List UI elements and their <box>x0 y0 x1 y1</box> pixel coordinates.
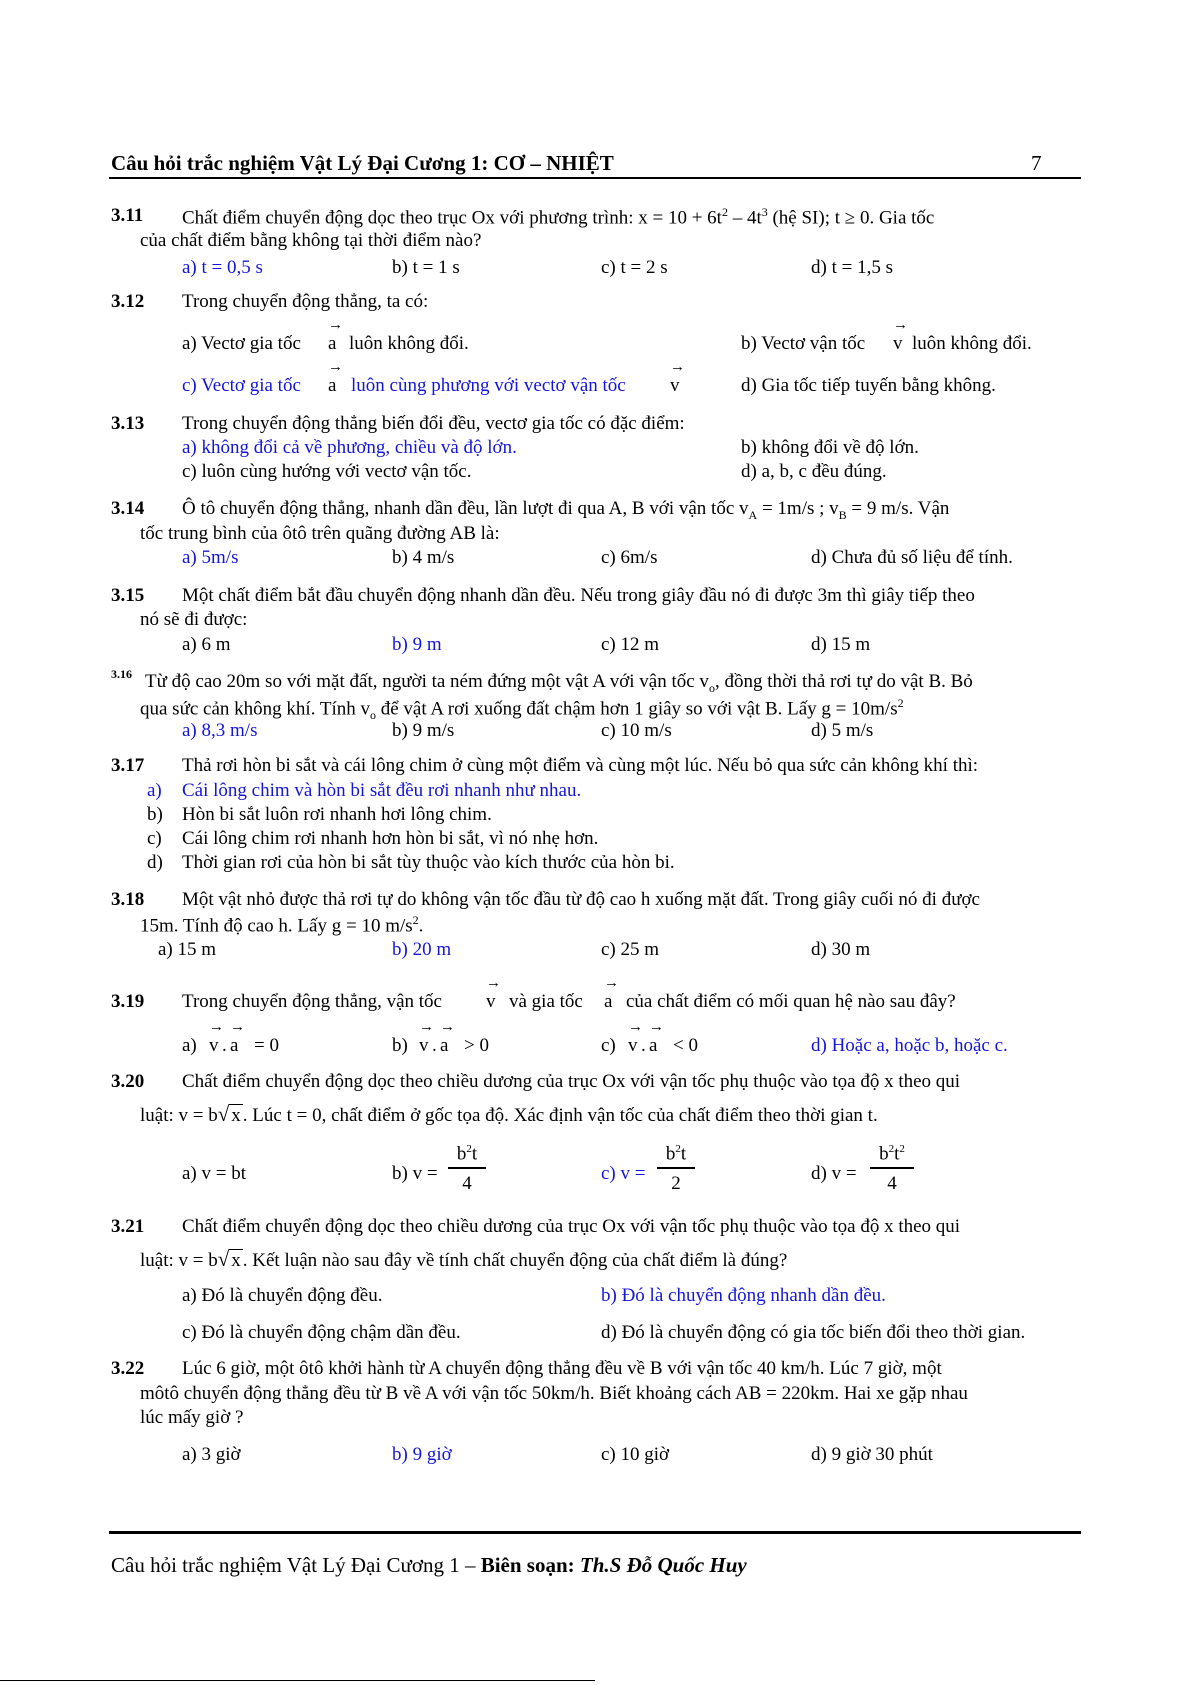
vector-arrow-icon: → <box>893 317 908 333</box>
option-d[interactable]: d) Gia tốc tiếp tuyến bằng không. <box>741 375 996 396</box>
option-a-correct[interactable]: a) 5m/s <box>182 547 239 568</box>
option-b[interactable]: Hòn bi sắt luôn rơi nhanh hơi lông chim. <box>182 804 492 825</box>
option-label: c) <box>147 828 162 849</box>
question-number: 3.13 <box>111 413 145 434</box>
option-b[interactable]: b) 4 m/s <box>392 547 455 568</box>
question-stem-line2: 15m. Tính độ cao h. Lấy g = 10 $m/s^2$. <box>140 913 424 937</box>
vector-arrow-icon: → <box>209 1019 224 1035</box>
option-a-correct[interactable]: a) 8,3 m/s <box>182 720 258 741</box>
fraction: $b^2t$ 2 <box>657 1144 695 1193</box>
option-c[interactable]: c) Đó là chuyển động chậm dần đều. <box>182 1322 461 1343</box>
question-stem-line2: qua sức cản không khí. Tính $v_o$ để vật A rơi xuống đất chậm hơn 1 giây so với vật B. Lấy $g = 10m/s^2$ <box>140 696 904 723</box>
question-stem: Chất điểm chuyển động dọc theo chiều dương của trục Ox với vận tốc phụ thuộc vào tọa độ x theo qui <box>182 1216 961 1237</box>
option-b[interactable]: b) v = <box>392 1163 438 1184</box>
question-stem: Một vật nhỏ được thả rơi tự do không vận tốc đầu từ độ cao h xuống mặt đất. Trong giây cuối nó đi được <box>182 889 980 910</box>
question-stem-line2: nó sẽ đi được: <box>140 609 248 630</box>
question-stem-line3: lúc mấy giờ ? <box>140 1407 244 1428</box>
option-b[interactable]: b) Vectơ vận tốc <box>741 333 866 354</box>
vector-arrow-icon: → <box>328 317 343 333</box>
option-b[interactable]: b) không đổi về độ lớn. <box>741 437 919 458</box>
dot-operator: . <box>641 1035 646 1056</box>
option-c[interactable]: c) 12 m <box>601 634 660 655</box>
vector-symbol: v <box>419 1035 429 1056</box>
option-b-correct[interactable]: b) 9 m <box>392 634 442 655</box>
question-stem: Chất điểm chuyển động dọc theo trục Ox với phương trình: $x = 10 + 6t^2 - 4t^3$ (hệ SI); t ≥ 0. Gia tốc <box>182 205 935 229</box>
vector-symbol: v <box>486 991 496 1012</box>
question-number: 3.18 <box>111 889 145 910</box>
vector-arrow-icon: → <box>604 975 619 991</box>
option-c[interactable]: c) <box>601 1035 616 1056</box>
question-stem: Thả rơi hòn bi sắt và cái lông chim ở cùng một điểm và cùng một lúc. Nếu bỏ qua sức cản không khí thì: <box>182 755 979 776</box>
vector-symbol: a <box>328 375 337 396</box>
option-d[interactable]: d) a, b, c đều đúng. <box>741 461 887 482</box>
question-stem-line2: môtô chuyển động thẳng đều từ B về A với vận tốc 50km/h. Biết khoảng cách AB = 220km. Hai xe gặp nhau <box>140 1383 968 1404</box>
question-stem-part: của chất điểm có mối quan hệ nào sau đây? <box>626 991 956 1012</box>
question-number: 3.12 <box>111 291 145 312</box>
question-number: 3.16 <box>111 667 132 681</box>
option-d[interactable]: d) 9 giờ 30 phút <box>811 1444 933 1465</box>
option-c-tail: luôn cùng phương với vectơ vận tốc <box>351 375 626 396</box>
relation: = 0 <box>254 1035 279 1056</box>
option-c[interactable]: c) 10 m/s <box>601 720 672 741</box>
vector-symbol: v <box>209 1035 219 1056</box>
question-stem: Trong chuyển động thẳng, ta có: <box>182 291 429 312</box>
option-c[interactable]: c) 25 m <box>601 939 660 960</box>
option-b-tail: luôn không đổi. <box>912 333 1032 354</box>
header-rule <box>109 177 1081 179</box>
relation: < 0 <box>673 1035 698 1056</box>
question-stem: Lúc 6 giờ, một ôtô khởi hành từ A chuyển động thẳng đều về B với vận tốc 40 km/h. Lúc 7 giờ, một <box>182 1358 942 1379</box>
question-number: 3.17 <box>111 755 145 776</box>
option-b-correct[interactable]: b) 9 giờ <box>392 1444 452 1465</box>
option-c[interactable]: Cái lông chim rơi nhanh hơn hòn bi sắt, vì nó nhẹ hơn. <box>182 828 599 849</box>
question-stem-line2: của chất điểm bằng không tại thời điểm nào? <box>140 230 482 251</box>
option-c[interactable]: c) luôn cùng hướng với vectơ vận tốc. <box>182 461 472 482</box>
question-stem-part: và gia tốc <box>509 991 583 1012</box>
vector-symbol: v <box>670 375 680 396</box>
option-d[interactable]: d) 5 m/s <box>811 720 874 741</box>
option-a[interactable]: a) 15 m <box>158 939 217 960</box>
option-c-correct[interactable]: c) Vectơ gia tốc <box>182 375 301 396</box>
question-number: 3.14 <box>111 498 145 519</box>
option-a[interactable]: a) Đó là chuyển động đều. <box>182 1285 383 1306</box>
option-d[interactable]: d) 30 m <box>811 939 871 960</box>
relation: > 0 <box>464 1035 489 1056</box>
question-number: 3.22 <box>111 1358 145 1379</box>
vector-symbol: v <box>628 1035 638 1056</box>
vector-arrow-icon: → <box>230 1019 245 1035</box>
option-d[interactable]: Thời gian rơi của hòn bi sắt tùy thuộc vào kích thước của hòn bi. <box>182 852 675 873</box>
option-a-tail: luôn không đổi. <box>349 333 469 354</box>
vector-arrow-icon: → <box>649 1019 664 1035</box>
option-b[interactable]: b) <box>392 1035 408 1056</box>
option-c[interactable]: c) 6m/s <box>601 547 658 568</box>
vector-arrow-icon: → <box>328 359 343 375</box>
option-label: d) <box>147 852 163 873</box>
option-b-correct[interactable]: b) 20 m <box>392 939 452 960</box>
dot-operator: . <box>222 1035 227 1056</box>
option-a-correct[interactable]: a) không đổi cả về phương, chiều và độ lớn. <box>182 437 517 458</box>
vector-symbol: v <box>893 333 903 354</box>
option-c-correct[interactable]: c) v = <box>601 1163 646 1184</box>
vector-symbol: a <box>604 991 613 1012</box>
page-number: 7 <box>1031 151 1042 175</box>
option-b-correct[interactable]: b) Đó là chuyển động nhanh dần đều. <box>601 1285 886 1306</box>
vector-symbol: a <box>230 1035 239 1056</box>
question-stem-line2: luật: v = b√ x . Lúc t = 0, chất điểm ở gốc tọa độ. Xác định vận tốc của chất điểm theo thời gian t. <box>140 1102 878 1126</box>
question-stem: Trong chuyển động thẳng, vận tốc <box>182 991 442 1012</box>
option-a[interactable]: a) 3 giờ <box>182 1444 241 1465</box>
option-d[interactable]: d) 15 m <box>811 634 871 655</box>
question-stem: Một chất điểm bắt đầu chuyển động nhanh dần đều. Nếu trong giây đầu nó đi được 3m thì giây tiếp theo <box>182 585 975 606</box>
option-a[interactable]: a) 6 m <box>182 634 231 655</box>
dot-operator: . <box>432 1035 437 1056</box>
vector-symbol: a <box>440 1035 449 1056</box>
question-number: 3.21 <box>111 1216 145 1237</box>
option-d[interactable]: d) t = 1,5 s <box>811 257 893 278</box>
vector-symbol: a <box>328 333 337 354</box>
page-edge-line <box>0 1680 595 1681</box>
fraction: $b^2t$ 4 <box>448 1144 486 1193</box>
vector-arrow-icon: → <box>440 1019 455 1035</box>
fraction: $b^2t^2$ 4 <box>870 1144 914 1193</box>
option-b[interactable]: b) t = 1 s <box>392 257 460 278</box>
question-number: 3.20 <box>111 1071 145 1092</box>
option-d-correct[interactable]: d) Hoặc a, hoặc b, hoặc c. <box>811 1035 1008 1056</box>
option-a-correct[interactable]: Cái lông chim và hòn bi sắt đều rơi nhanh như nhau. <box>182 780 582 801</box>
question-number: 3.19 <box>111 991 145 1012</box>
option-label: b) <box>147 804 163 825</box>
option-a[interactable]: a) Vectơ gia tốc <box>182 333 301 354</box>
question-number: 3.15 <box>111 585 145 606</box>
vector-arrow-icon: → <box>628 1019 643 1035</box>
question-stem: Chất điểm chuyển động dọc theo chiều dương của trục Ox với vận tốc phụ thuộc vào tọa độ x theo qui <box>182 1071 961 1092</box>
option-b[interactable]: b) 9 m/s <box>392 720 455 741</box>
question-stem-line2: tốc trung bình của ôtô trên quãng đường AB là: <box>140 523 500 544</box>
option-a[interactable]: a) v = bt <box>182 1163 247 1184</box>
option-a-correct[interactable]: a) t = 0,5 s <box>182 257 263 278</box>
option-d[interactable]: d) Đó là chuyển động có gia tốc biến đổi theo thời gian. <box>601 1322 1026 1343</box>
option-a[interactable]: a) <box>182 1035 197 1056</box>
option-label: a) <box>147 780 162 801</box>
option-c[interactable]: c) t = 2 s <box>601 257 668 278</box>
page-footer: Câu hỏi trắc nghiệm Vật Lý Đại Cương 1 – Biên soạn: Th.S Đỗ Quốc Huy <box>111 1553 747 1577</box>
question-stem: Trong chuyển động thẳng biến đổi đều, vectơ gia tốc có đặc điểm: <box>182 413 685 434</box>
option-c[interactable]: c) 10 giờ <box>601 1444 670 1465</box>
question-number: 3.11 <box>111 205 144 226</box>
question-stem-line2: luật: v = b√ x . Kết luận nào sau đây về tính chất chuyển động của chất điểm là đúng? <box>140 1247 788 1271</box>
footer-rule <box>109 1531 1081 1534</box>
option-d[interactable]: d) Chưa đủ số liệu để tính. <box>811 547 1013 568</box>
vector-symbol: a <box>649 1035 658 1056</box>
page-header-title: Câu hỏi trắc nghiệm Vật Lý Đại Cương 1: CƠ – NHIỆT <box>111 151 614 175</box>
option-d[interactable]: d) v = <box>811 1163 857 1184</box>
vector-arrow-icon: → <box>419 1019 434 1035</box>
vector-arrow-icon: → <box>670 359 685 375</box>
question-stem: Ô tô chuyển động thẳng, nhanh dần đều, lần lượt đi qua A, B với vận tốc $v_A = 1m/s$ ; $v_B = 9$ m/s. Vận <box>182 498 950 522</box>
question-stem: Từ độ cao 20m so với mặt đất, người ta ném đứng một vật A với vận tốc $v_o$, đồng thời thả rơi tự do vật B. Bỏ <box>145 671 973 695</box>
vector-arrow-icon: → <box>486 975 501 991</box>
